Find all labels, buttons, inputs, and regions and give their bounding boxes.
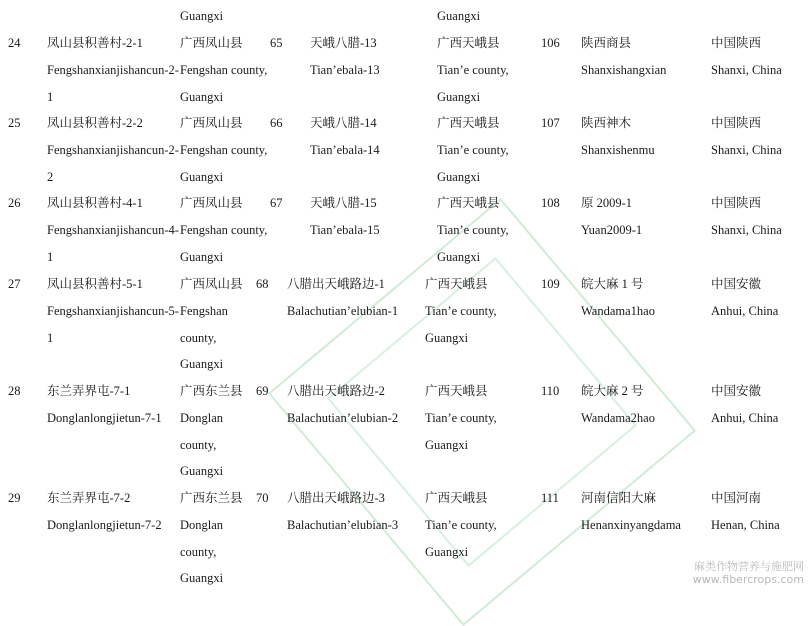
cell-name-cn: 东兰弄界屯-7-1 <box>47 384 131 398</box>
cell-name-en: Balachutian’elubian-3 <box>287 518 399 532</box>
cell-name-cn: 八腊出天峨路边-1 <box>287 277 385 291</box>
cell-name-en: Tian’ebala-14 <box>310 143 380 157</box>
cell-name-en: Yuan2009-1 <box>581 223 643 237</box>
cell-origin: Shanxi, China <box>711 143 782 157</box>
cell-origin: 广西东兰县 <box>180 491 243 505</box>
cell-number: 108 <box>541 196 560 210</box>
cell-origin: Tian’e county, <box>425 304 497 318</box>
cell-name-en: 1 <box>47 90 54 104</box>
cell-origin: 广西凤山县 <box>180 36 243 50</box>
cell-origin: Guangxi <box>437 250 481 264</box>
cell-name-cn: 天峨八腊-14 <box>310 116 377 130</box>
cell-origin: 广西天峨县 <box>437 116 500 130</box>
cell-origin: 广西天峨县 <box>437 36 500 50</box>
cell-origin: 中国陕西 <box>711 196 762 210</box>
cell-origin: 广西天峨县 <box>425 491 488 505</box>
cell-name-en: Balachutian’elubian-2 <box>287 411 399 425</box>
cell-origin: Guangxi <box>180 170 224 184</box>
cell-origin: Guangxi <box>180 250 224 264</box>
cell-name-en: Tian’ebala-13 <box>310 63 380 77</box>
cell-name-cn: 东兰弄界屯-7-2 <box>47 491 131 505</box>
cell-origin: Shanxi, China <box>711 63 782 77</box>
cell-origin: Fengshan county, <box>180 223 268 237</box>
cell-name-cn: 陕西神木 <box>581 116 632 130</box>
cell-name-cn: 八腊出天峨路边-3 <box>287 491 385 505</box>
cell-number: 68 <box>256 277 269 291</box>
cell-name-cn: 皖大麻 1 号 <box>581 277 644 291</box>
cell-continuation: Guangxi <box>180 9 224 23</box>
cell-number: 69 <box>256 384 269 398</box>
cell-number: 67 <box>270 196 283 210</box>
cell-origin: county, <box>180 545 217 559</box>
cell-origin: Tian’e county, <box>437 143 509 157</box>
cell-name-cn: 原 2009-1 <box>581 196 633 210</box>
cell-origin: Guangxi <box>437 90 481 104</box>
cell-number: 107 <box>541 116 560 130</box>
cell-origin: Fengshan county, <box>180 63 268 77</box>
cell-name-en: Balachutian’elubian-1 <box>287 304 399 318</box>
cell-origin: Tian’e county, <box>437 223 509 237</box>
cell-origin: Guangxi <box>437 170 481 184</box>
cell-name-en: 1 <box>47 250 54 264</box>
site-watermark-url: www.fibercrops.com <box>692 573 804 586</box>
cell-origin: Tian’e county, <box>437 63 509 77</box>
cell-origin: 中国安徽 <box>711 384 762 398</box>
cell-origin: 广西东兰县 <box>180 384 243 398</box>
cell-name-cn: 凤山县积善村-2-2 <box>47 116 143 130</box>
cell-name-cn: 凤山县积善村-4-1 <box>47 196 143 210</box>
cell-origin: Guangxi <box>180 90 224 104</box>
cell-number: 66 <box>270 116 283 130</box>
cell-name-en: Tian’ebala-15 <box>310 223 380 237</box>
cell-origin: Tian’e county, <box>425 411 497 425</box>
cell-number: 106 <box>541 36 560 50</box>
cell-origin: Shanxi, China <box>711 223 782 237</box>
cell-origin: 广西天峨县 <box>437 196 500 210</box>
cell-number: 65 <box>270 36 283 50</box>
cell-origin: Guangxi <box>180 464 224 478</box>
cell-name-en: 1 <box>47 331 54 345</box>
cell-number: 25 <box>8 116 21 130</box>
cell-origin: county, <box>180 438 217 452</box>
cell-number: 24 <box>8 36 21 50</box>
cell-number: 26 <box>8 196 21 210</box>
cell-origin: 中国安徽 <box>711 277 762 291</box>
cell-number: 109 <box>541 277 560 291</box>
cell-origin: Tian’e county, <box>425 518 497 532</box>
cell-name-en: Donglanlongjietun-7-1 <box>47 411 162 425</box>
cell-origin: Guangxi <box>425 331 469 345</box>
cell-origin: Guangxi <box>425 438 469 452</box>
cell-origin: 中国陕西 <box>711 116 762 130</box>
cell-name-en: Fengshanxianjishancun-4- <box>47 223 179 237</box>
site-watermark <box>693 560 804 586</box>
cell-origin: Fengshan county, <box>180 143 268 157</box>
cell-origin: Guangxi <box>180 357 224 371</box>
cell-origin: county, <box>180 331 217 345</box>
cell-name-en: Henanxinyangdama <box>581 518 681 532</box>
cell-number: 27 <box>8 277 21 291</box>
cell-name-cn: 陕西商县 <box>581 36 632 50</box>
cell-name-en: 2 <box>47 170 54 184</box>
cell-name-en: Shanxishenmu <box>581 143 655 157</box>
cell-origin: 广西凤山县 <box>180 116 243 130</box>
cell-origin: 中国河南 <box>711 491 762 505</box>
cell-number: 28 <box>8 384 21 398</box>
cell-name-cn: 八腊出天峨路边-2 <box>287 384 385 398</box>
cell-origin: Fengshan <box>180 304 228 318</box>
cell-name-en: Wandama1hao <box>581 304 655 318</box>
cell-name-cn: 凤山县积善村-2-1 <box>47 36 143 50</box>
cell-name-en: Fengshanxianjishancun-5- <box>47 304 179 318</box>
cell-origin: Donglan <box>180 518 224 532</box>
cell-name-en: Fengshanxianjishancun-2- <box>47 143 179 157</box>
cell-name-en: Wandama2hao <box>581 411 655 425</box>
cell-number: 111 <box>541 491 559 505</box>
cell-name-cn: 凤山县积善村-5-1 <box>47 277 143 291</box>
cell-origin: 广西凤山县 <box>180 196 243 210</box>
cell-origin: 广西凤山县 <box>180 277 243 291</box>
cell-name-en: Shanxishangxian <box>581 63 667 77</box>
cell-origin: 广西天峨县 <box>425 384 488 398</box>
cell-origin: Henan, China <box>711 518 780 532</box>
cell-name-cn: 皖大麻 2 号 <box>581 384 644 398</box>
cell-origin: Guangxi <box>425 545 469 559</box>
cell-name-en: Donglanlongjietun-7-2 <box>47 518 162 532</box>
cell-name-cn: 天峨八腊-15 <box>310 196 377 210</box>
cell-name-cn: 天峨八腊-13 <box>310 36 377 50</box>
cell-origin: Donglan <box>180 411 224 425</box>
cell-name-en: Fengshanxianjishancun-2- <box>47 63 179 77</box>
cell-number: 110 <box>541 384 560 398</box>
cell-number: 70 <box>256 491 269 505</box>
cell-origin: Guangxi <box>180 571 224 585</box>
cell-continuation: Guangxi <box>437 9 481 23</box>
cell-name-cn: 河南信阳大麻 <box>581 491 657 505</box>
site-watermark-name: 麻类作物营养与施肥网 <box>694 560 804 573</box>
cell-origin: 广西天峨县 <box>425 277 488 291</box>
cell-origin: 中国陕西 <box>711 36 762 50</box>
cell-origin: Anhui, China <box>711 304 779 318</box>
cell-origin: Anhui, China <box>711 411 779 425</box>
cell-number: 29 <box>8 491 21 505</box>
